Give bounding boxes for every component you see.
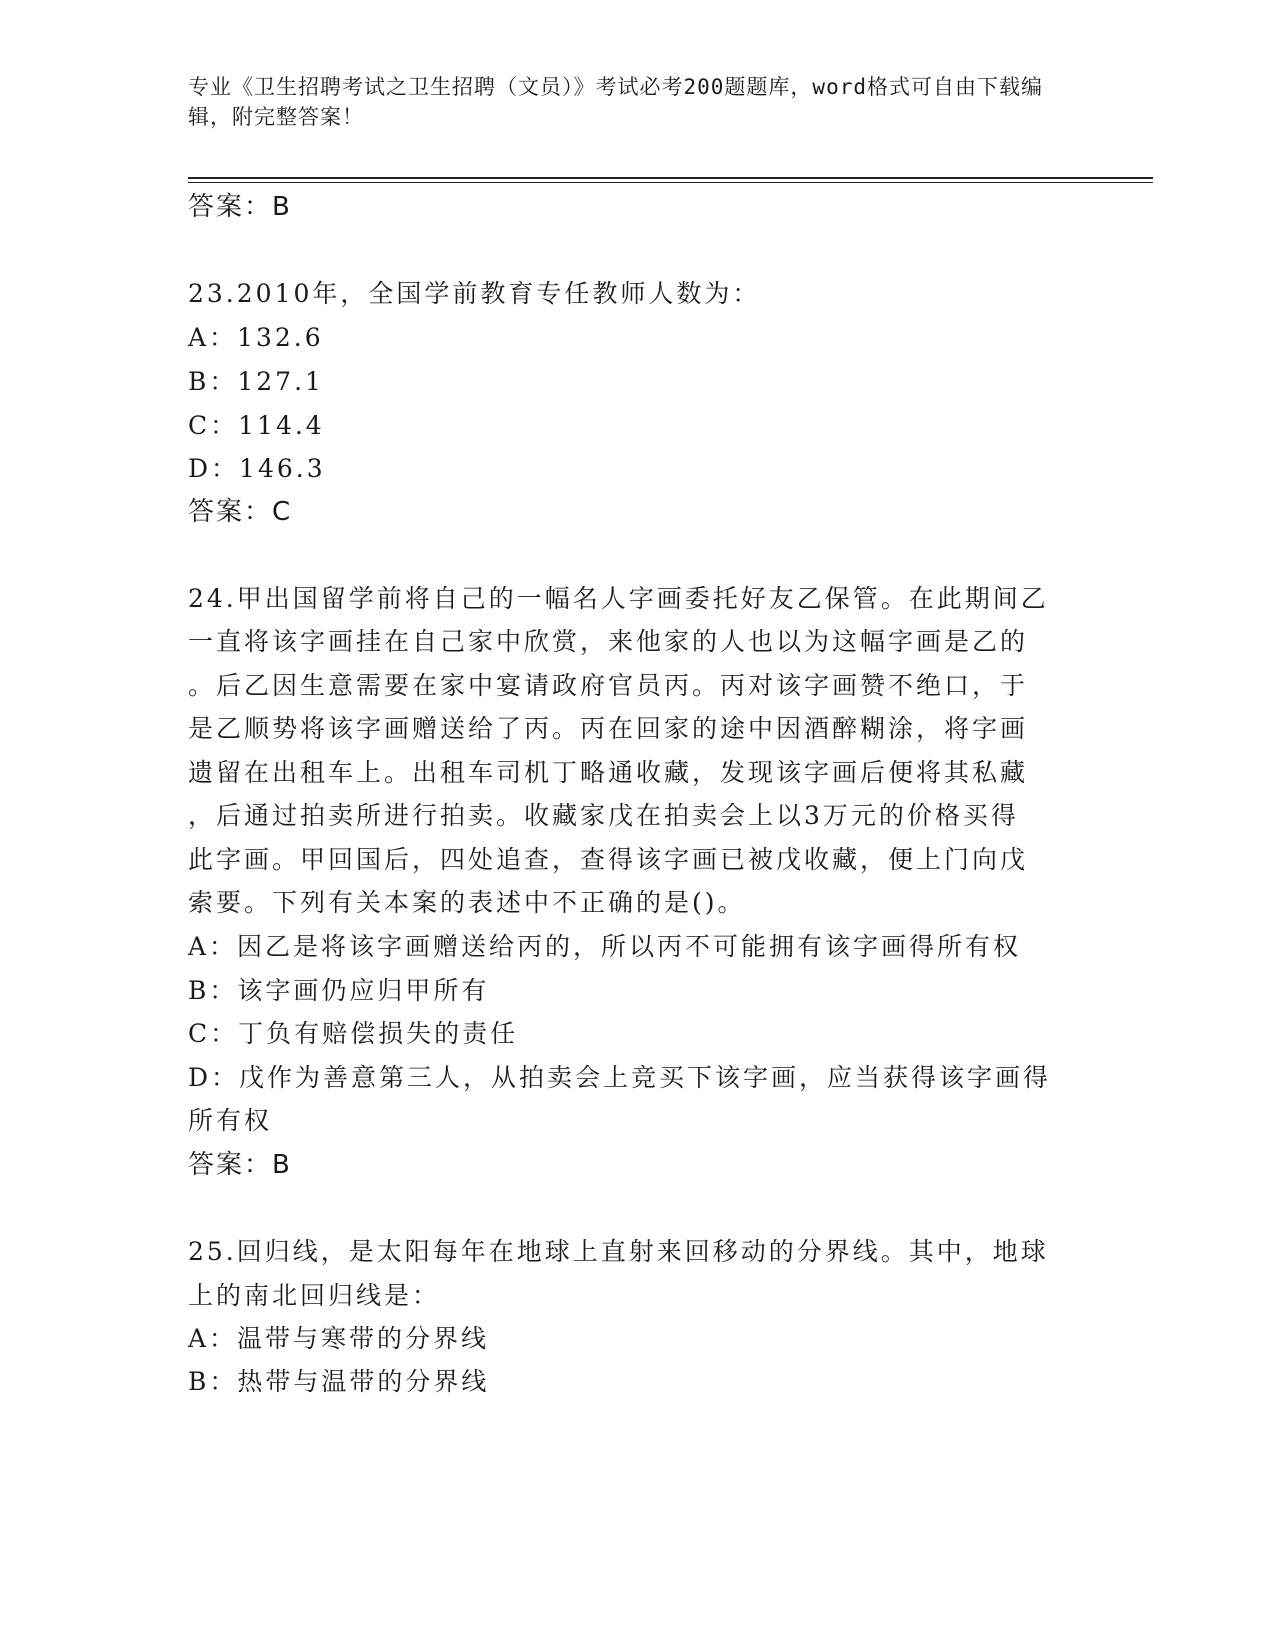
q24-option-d-line-2: 所有权 (188, 1106, 273, 1135)
q23-stem: 23.2010年，全国学前教育专任教师人数为： (188, 279, 761, 308)
q23-option-c: C：114.4 (188, 411, 325, 440)
document-header: 专业《卫生招聘考试之卫生招聘（文员）》考试必考200题题库，word格式可自由下载编辑，附完整答案！ (188, 75, 1043, 129)
q24-stem-line-5: 遗留在出租车上。出租车司机丁略通收藏，发现该字画后便将其私藏 (188, 758, 1029, 787)
q24-stem-line-4: 是乙顺势将该字画赠送给了丙。丙在回家的途中因酒醉糊涂，将字画 (188, 714, 1029, 743)
q25-option-a: A：温带与寒带的分界线 (188, 1324, 490, 1353)
q24-stem-line-3: 。后乙因生意需要在家中宴请政府官员丙。丙对该字画赞不绝口，于 (188, 671, 1029, 700)
q23-answer: 答案：C (188, 497, 293, 527)
header-divider-thick (188, 177, 1153, 179)
q23-option-b: B：127.1 (188, 367, 324, 396)
answer-prev: 答案：B (188, 192, 292, 222)
q24-option-a: A：因乙是将该字画赠送给丙的，所以丙不可能拥有该字画得所有权 (188, 932, 1022, 961)
q24-stem-line-8: 索要。下列有关本案的表述中不正确的是()。 (188, 888, 746, 917)
q25-option-b: B：热带与温带的分界线 (188, 1367, 490, 1396)
q24-stem-line-1: 24.甲出国留学前将自己的一幅名人字画委托好友乙保管。在此期间乙 (188, 584, 1049, 613)
q24-option-b: B：该字画仍应归甲所有 (188, 976, 490, 1005)
q24-stem-line-6: ，后通过拍卖所进行拍卖。收藏家戊在拍卖会上以3万元的价格买得 (188, 801, 1019, 830)
q23-option-d: D：146.3 (188, 454, 326, 483)
header-divider-thin (188, 182, 1153, 183)
q25-stem-line-1: 25.回归线，是太阳每年在地球上直射来回移动的分界线。其中，地球 (188, 1237, 1049, 1266)
q23-option-a: A：132.6 (188, 323, 324, 352)
q25-stem-line-2: 上的南北回归线是： (188, 1281, 441, 1310)
q24-stem-line-2: 一直将该字画挂在自己家中欣赏，来他家的人也以为这幅字画是乙的 (188, 627, 1029, 656)
q24-stem-line-7: 此字画。甲回国后，四处追查，查得该字画已被戊收藏，便上门向戊 (188, 845, 1029, 874)
q24-option-d-line-1: D：戊作为善意第三人，从拍卖会上竞买下该字画，应当获得该字画得 (188, 1063, 1052, 1092)
q24-answer: 答案：B (188, 1150, 292, 1180)
q24-option-c: C：丁负有赔偿损失的责任 (188, 1019, 519, 1048)
